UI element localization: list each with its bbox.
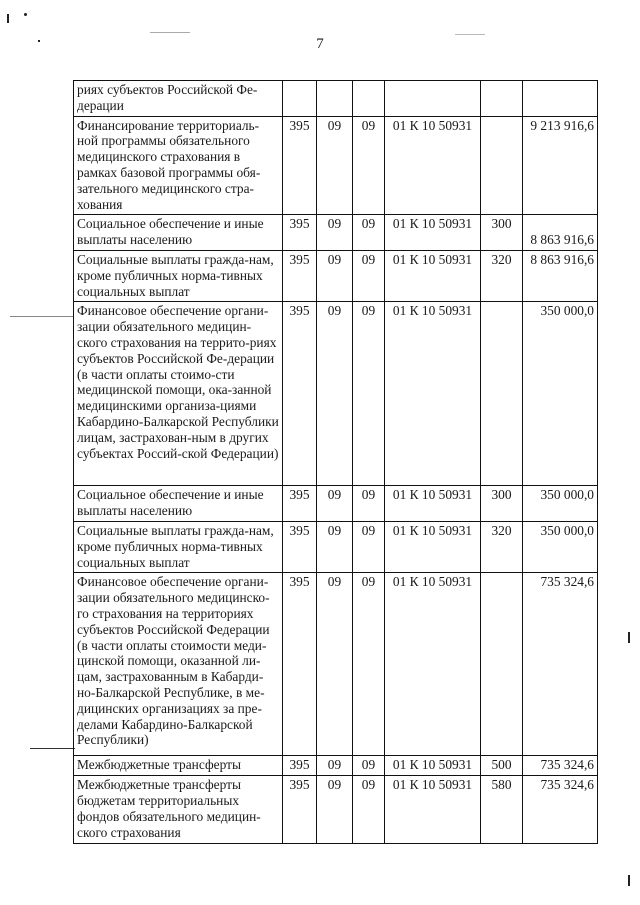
table-row xyxy=(74,116,598,215)
row-vr: 320 xyxy=(481,521,523,572)
table-row xyxy=(74,573,598,756)
table-row xyxy=(74,250,598,301)
row-rz xyxy=(317,81,353,117)
table-row xyxy=(74,521,598,572)
row-pr xyxy=(353,81,385,117)
row-vr: 580 xyxy=(481,776,523,844)
row-gr: 395 xyxy=(283,573,317,756)
row-vr xyxy=(481,302,523,486)
scan-mark xyxy=(628,875,630,886)
row-rz: 09 xyxy=(317,250,353,301)
row-vr: 300 xyxy=(481,215,523,251)
row-sum: 350 000,0 xyxy=(523,302,598,486)
row-rz: 09 xyxy=(317,776,353,844)
table-row xyxy=(74,776,598,844)
row-name: Межбюджетные трансферты бюджетам территориальных фондов обязательного медицин-ского страхования xyxy=(74,776,283,844)
row-rz: 09 xyxy=(317,756,353,776)
row-rz: 09 xyxy=(317,521,353,572)
scan-mark xyxy=(455,34,485,35)
row-name: риях субъектов Российской Фе-дерации xyxy=(74,81,283,117)
row-sum: 735 324,6 xyxy=(523,776,598,844)
row-pr: 09 xyxy=(353,250,385,301)
row-sum: 8 863 916,6 xyxy=(523,250,598,301)
scan-mark xyxy=(150,32,190,33)
row-csr: 01 К 10 50931 xyxy=(385,486,481,522)
row-vr: 320 xyxy=(481,250,523,301)
row-csr: 01 К 10 50931 xyxy=(385,250,481,301)
row-vr: 300 xyxy=(481,486,523,522)
row-pr: 09 xyxy=(353,302,385,486)
row-csr: 01 К 10 50931 xyxy=(385,215,481,251)
row-sum xyxy=(523,81,598,117)
row-gr: 395 xyxy=(283,250,317,301)
row-gr: 395 xyxy=(283,521,317,572)
row-pr: 09 xyxy=(353,776,385,844)
row-pr: 09 xyxy=(353,573,385,756)
row-name: Финансирование территориаль-ной программы обязательного медицинского страхования в рамках базовой программы обя-зательного медицинского стра-хования xyxy=(74,116,283,215)
row-pr: 09 xyxy=(353,756,385,776)
table-row xyxy=(74,486,598,522)
row-vr xyxy=(481,573,523,756)
row-name: Социальное обеспечение и иные выплаты населению xyxy=(74,215,283,251)
row-csr: 01 К 10 50931 xyxy=(385,521,481,572)
row-gr: 395 xyxy=(283,756,317,776)
row-pr: 09 xyxy=(353,116,385,215)
row-sum: 735 324,6 xyxy=(523,573,598,756)
scan-mark xyxy=(24,13,27,16)
row-pr: 09 xyxy=(353,215,385,251)
row-vr: 500 xyxy=(481,756,523,776)
row-name: Финансовое обеспечение органи-зации обязательного медицинско-го страхования на территориях субъектов Российской Федерации (в части оплаты стоимости меди-цинской помощи, оказанной ли-цам, застрахованным в Кабарди-но-Балкарской Республике, в ме-дицинских организациях за пре-делами Кабардино-Балкарской Республики) xyxy=(74,573,283,756)
row-rz: 09 xyxy=(317,116,353,215)
row-gr xyxy=(283,81,317,117)
row-csr: 01 К 10 50931 xyxy=(385,573,481,756)
row-name: Социальные выплаты гражда-нам, кроме публичных норма-тивных социальных выплат xyxy=(74,250,283,301)
row-rz: 09 xyxy=(317,215,353,251)
row-pr: 09 xyxy=(353,486,385,522)
row-gr: 395 xyxy=(283,116,317,215)
page-number: 7 xyxy=(316,36,324,52)
row-sum: 9 213 916,6 xyxy=(523,116,598,215)
row-csr: 01 К 10 50931 xyxy=(385,116,481,215)
row-pr: 09 xyxy=(353,521,385,572)
row-csr: 01 К 10 50931 xyxy=(385,756,481,776)
row-name: Межбюджетные трансферты xyxy=(74,756,283,776)
row-gr: 395 xyxy=(283,215,317,251)
row-gr: 395 xyxy=(283,776,317,844)
scan-mark xyxy=(7,14,9,23)
row-sum: 8 863 916,6 xyxy=(523,215,598,251)
row-csr: 01 К 10 50931 xyxy=(385,776,481,844)
row-sum: 350 000,0 xyxy=(523,486,598,522)
table-row xyxy=(74,215,598,251)
table-row xyxy=(74,302,598,486)
row-sum: 350 000,0 xyxy=(523,521,598,572)
row-name: Финансовое обеспечение органи-зации обязательного медицин-ского страхования на террито-риях субъектов Российской Фе-дерации (в части оплаты стоимо-сти медицинской помощи, ока-занной медицинскими организа-циями Кабардино-Балкарской Республики лицам, застрахован-ным в других субъектах Россий-ской Федерации) xyxy=(74,302,283,486)
row-csr: 01 К 10 50931 xyxy=(385,302,481,486)
row-rz: 09 xyxy=(317,486,353,522)
budget-table xyxy=(73,80,598,844)
row-gr: 395 xyxy=(283,486,317,522)
row-gr: 395 xyxy=(283,302,317,486)
scan-mark xyxy=(30,748,75,749)
row-vr xyxy=(481,116,523,215)
row-name: Социальные выплаты гражда-нам, кроме публичных норма-тивных социальных выплат xyxy=(74,521,283,572)
scan-mark xyxy=(10,316,74,317)
table-row xyxy=(74,81,598,117)
row-rz: 09 xyxy=(317,573,353,756)
scan-mark xyxy=(628,632,630,643)
row-vr xyxy=(481,81,523,117)
row-csr xyxy=(385,81,481,117)
row-sum: 735 324,6 xyxy=(523,756,598,776)
row-name: Социальное обеспечение и иные выплаты населению xyxy=(74,486,283,522)
table-row xyxy=(74,756,598,776)
row-rz: 09 xyxy=(317,302,353,486)
